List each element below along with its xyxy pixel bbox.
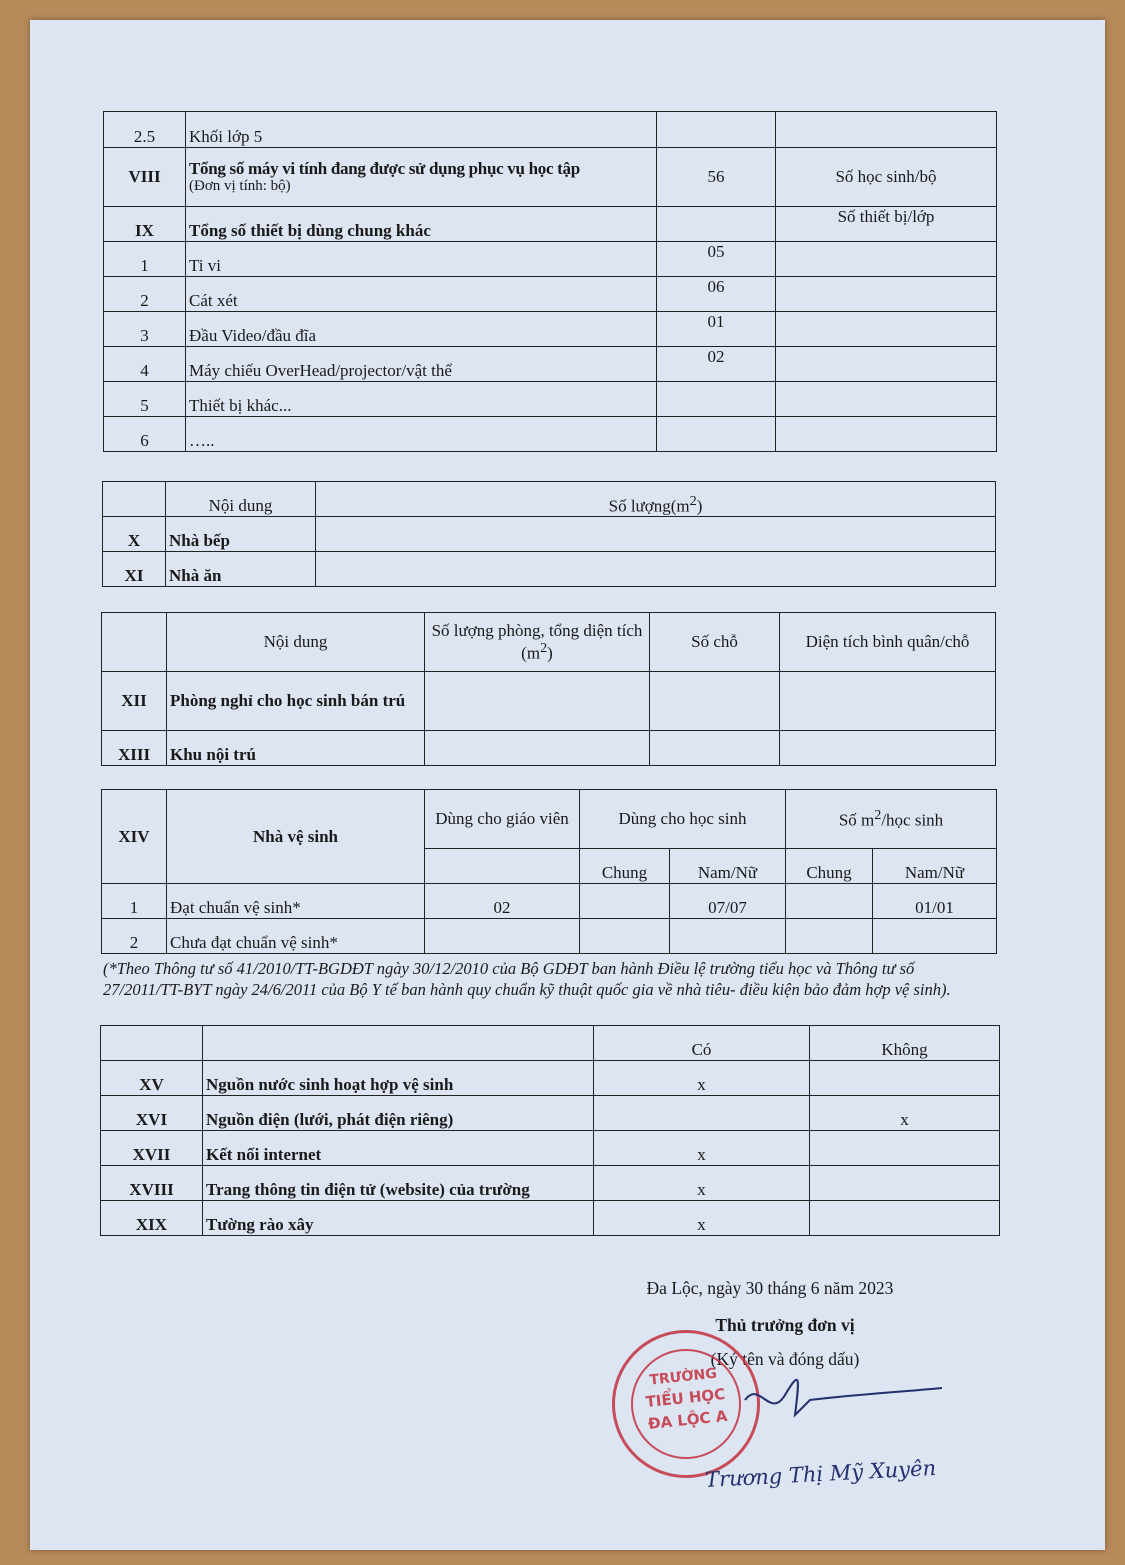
student-mf-value <box>670 919 786 954</box>
yes-mark: x <box>594 1131 810 1166</box>
signer-title: Thủ trưởng đơn vị <box>715 1315 855 1335</box>
student-common-value <box>580 884 670 919</box>
row-number: 2.5 <box>104 112 186 148</box>
row-label: Ti vi <box>186 242 657 277</box>
header-no: Không <box>810 1026 1000 1061</box>
row-number: IX <box>104 207 186 242</box>
table-row <box>104 417 997 452</box>
header-yes: Có <box>594 1026 810 1061</box>
table-row <box>102 919 997 954</box>
student-common-value <box>580 919 670 954</box>
teacher-value: 02 <box>425 884 580 919</box>
row-number: 5 <box>104 382 186 417</box>
row-number: 1 <box>104 242 186 277</box>
table-row <box>103 552 996 587</box>
row-value <box>650 731 780 766</box>
table-row <box>104 312 997 347</box>
row-number: XV <box>101 1061 203 1096</box>
row-label: Phòng nghỉ cho học sinh bán trú <box>167 672 425 731</box>
table-row <box>104 277 997 312</box>
table-row <box>101 1096 1000 1131</box>
empty-cell <box>102 613 167 672</box>
date-line: Đa Lộc, ngày 30 tháng 6 năm 2023 <box>646 1278 894 1298</box>
row-extra <box>776 417 997 452</box>
row-number: XVI <box>101 1096 203 1131</box>
equipment-table <box>103 111 997 452</box>
row-value <box>316 517 996 552</box>
header-student: Dùng cho học sinh <box>580 790 786 849</box>
row-number: VIII <box>104 148 186 207</box>
table-row <box>104 382 997 417</box>
table-header-row <box>102 790 997 849</box>
header-quantity <box>316 482 996 517</box>
header-male-female: Nam/Nữ <box>873 849 997 884</box>
row-extra <box>776 242 997 277</box>
header-quantity-text: Số lượng(m <box>608 496 690 516</box>
table-row <box>101 1131 1000 1166</box>
no-mark <box>810 1061 1000 1096</box>
row-label: Máy chiếu OverHead/projector/vật thể <box>186 347 657 382</box>
header-rooms-text: Số lượng phòng, tổng diện tích (m <box>431 620 643 663</box>
table-row <box>102 672 996 731</box>
unit-superscript: 2 <box>874 807 882 824</box>
table-row <box>104 207 997 242</box>
header-m2 <box>786 790 997 849</box>
row-label: Cát xét <box>186 277 657 312</box>
row-number: XII <box>102 672 167 731</box>
row-label: Nguồn nước sinh hoạt hợp vệ sinh <box>203 1061 594 1096</box>
row-value <box>316 552 996 587</box>
row-number: 6 <box>104 417 186 452</box>
row-number: XIII <box>102 731 167 766</box>
row-label: Nhà ăn <box>166 552 316 587</box>
row-label: Đầu Video/đầu đĩa <box>186 312 657 347</box>
boarding-table <box>101 612 996 766</box>
row-extra <box>776 347 997 382</box>
student-mf-value: 07/07 <box>670 884 786 919</box>
row-value: 01 <box>657 312 776 347</box>
row-value <box>650 672 780 731</box>
teacher-value <box>425 919 580 954</box>
no-mark <box>810 1166 1000 1201</box>
table-row <box>102 731 996 766</box>
row-extra <box>776 112 997 148</box>
row-label: Kết nối internet <box>203 1131 594 1166</box>
row-label: Trang thông tin điện tử (website) của trường <box>203 1166 594 1201</box>
header-male-female: Nam/Nữ <box>670 849 786 884</box>
row-label: Tường rào xây <box>203 1201 594 1236</box>
header-rooms <box>425 613 650 672</box>
row-label: Nguồn điện (lưới, phát điện riêng) <box>203 1096 594 1131</box>
footnote: (*Theo Thông tư số 41/2010/TT-BGDĐT ngày 30/12/2010 của Bộ GDĐT ban hành Điều lệ trường tiểu học và Thông tư số 27/2011/TT-BYT ngày 24/6/2011 của Bộ Y tế ban hành quy chuẩn kỹ thuật quốc gia về nhà tiêu- điều kiện bảo đảm hợp vệ sinh). <box>103 959 951 1000</box>
signer-instruction: (Ký tên và đóng dấu) <box>710 1349 860 1369</box>
unit-superscript: 2 <box>540 640 548 657</box>
yes-mark: x <box>594 1201 810 1236</box>
empty-cell <box>103 482 166 517</box>
toilet-table <box>101 789 997 954</box>
table-row <box>101 1166 1000 1201</box>
row-number: 2 <box>102 919 167 954</box>
row-number: XIX <box>101 1201 203 1236</box>
no-mark <box>810 1131 1000 1166</box>
row-value: 05 <box>657 242 776 277</box>
header-area: Diện tích bình quân/chỗ <box>780 613 996 672</box>
table-row <box>101 1201 1000 1236</box>
unit-superscript: 2 <box>689 492 697 509</box>
row-extra: Số thiết bị/lớp <box>776 207 997 242</box>
header-teacher: Dùng cho giáo viên <box>425 790 580 849</box>
row-value <box>657 207 776 242</box>
yes-mark: x <box>594 1166 810 1201</box>
row-value <box>425 672 650 731</box>
table-row <box>104 148 997 207</box>
table-row <box>102 884 997 919</box>
row-number: XVII <box>101 1131 203 1166</box>
empty-cell <box>101 1026 203 1061</box>
row-number: XVIII <box>101 1166 203 1201</box>
signature-scrawl <box>740 1370 950 1430</box>
table-row <box>104 112 997 148</box>
row-value <box>657 417 776 452</box>
header-content: Nội dung <box>166 482 316 517</box>
header-common: Chung <box>580 849 670 884</box>
row-value <box>657 112 776 148</box>
m2-common-value <box>786 919 873 954</box>
header-content: Nội dung <box>167 613 425 672</box>
stamp-line-2: TIỂU HỌC <box>644 1384 726 1412</box>
stamp-line-1: TRƯỜNG <box>648 1365 718 1389</box>
table-row <box>103 517 996 552</box>
row-label: Tổng số thiết bị dùng chung khác <box>186 207 657 242</box>
table-header-row <box>103 482 996 517</box>
row-number: X <box>103 517 166 552</box>
row-label: Đạt chuẩn vệ sinh* <box>167 884 425 919</box>
facilities-table <box>100 1025 1000 1236</box>
row-label: Khối lớp 5 <box>186 112 657 148</box>
row-number: XIV <box>102 790 167 884</box>
row-extra <box>776 382 997 417</box>
row-label: Chưa đạt chuẩn vệ sinh* <box>167 919 425 954</box>
row-label: ….. <box>186 417 657 452</box>
row-number: 4 <box>104 347 186 382</box>
header-seats: Số chỗ <box>650 613 780 672</box>
header-quantity-close: ) <box>696 496 703 516</box>
table-row <box>104 242 997 277</box>
row-extra <box>776 312 997 347</box>
table-row <box>104 347 997 382</box>
row-label: Thiết bị khác... <box>186 382 657 417</box>
header-rooms-close: ) <box>547 643 553 663</box>
stamp-line-3: ĐA LỘC A <box>647 1406 729 1434</box>
row-number: XI <box>103 552 166 587</box>
row-number: 3 <box>104 312 186 347</box>
table-header-row <box>101 1026 1000 1061</box>
header-m2-text: Số m <box>838 811 875 831</box>
no-mark <box>810 1201 1000 1236</box>
row-label: Nhà bếp <box>166 517 316 552</box>
row-label: Khu nội trú <box>167 731 425 766</box>
m2-common-value <box>786 884 873 919</box>
computer-count: 56 <box>657 148 776 207</box>
table-header-row <box>102 613 996 672</box>
row-label-main: Tổng số máy vi tính đang được sử dụng phục vụ học tập <box>189 158 580 178</box>
row-number: 1 <box>102 884 167 919</box>
m2-mf-value: 01/01 <box>873 884 997 919</box>
empty-cell <box>425 849 580 884</box>
empty-cell <box>203 1026 594 1061</box>
row-value: 02 <box>657 347 776 382</box>
header-common: Chung <box>786 849 873 884</box>
row-extra: Số học sinh/bộ <box>776 148 997 207</box>
row-value <box>780 731 996 766</box>
row-number: 2 <box>104 277 186 312</box>
kitchen-table <box>102 481 996 587</box>
m2-mf-value <box>873 919 997 954</box>
no-mark: x <box>810 1096 1000 1131</box>
row-extra <box>776 277 997 312</box>
table-row <box>101 1061 1000 1096</box>
row-label <box>186 148 657 207</box>
row-value: 06 <box>657 277 776 312</box>
row-value <box>657 382 776 417</box>
yes-mark <box>594 1096 810 1131</box>
signer-name: Trương Thị Mỹ Xuyên <box>704 1455 937 1493</box>
header-m2-tail: /học sinh <box>881 811 944 831</box>
row-value <box>425 731 650 766</box>
header-title: Nhà vệ sinh <box>167 790 425 884</box>
yes-mark: x <box>594 1061 810 1096</box>
row-label-sub: (Đơn vị tính: bộ) <box>189 178 291 195</box>
row-value <box>780 672 996 731</box>
